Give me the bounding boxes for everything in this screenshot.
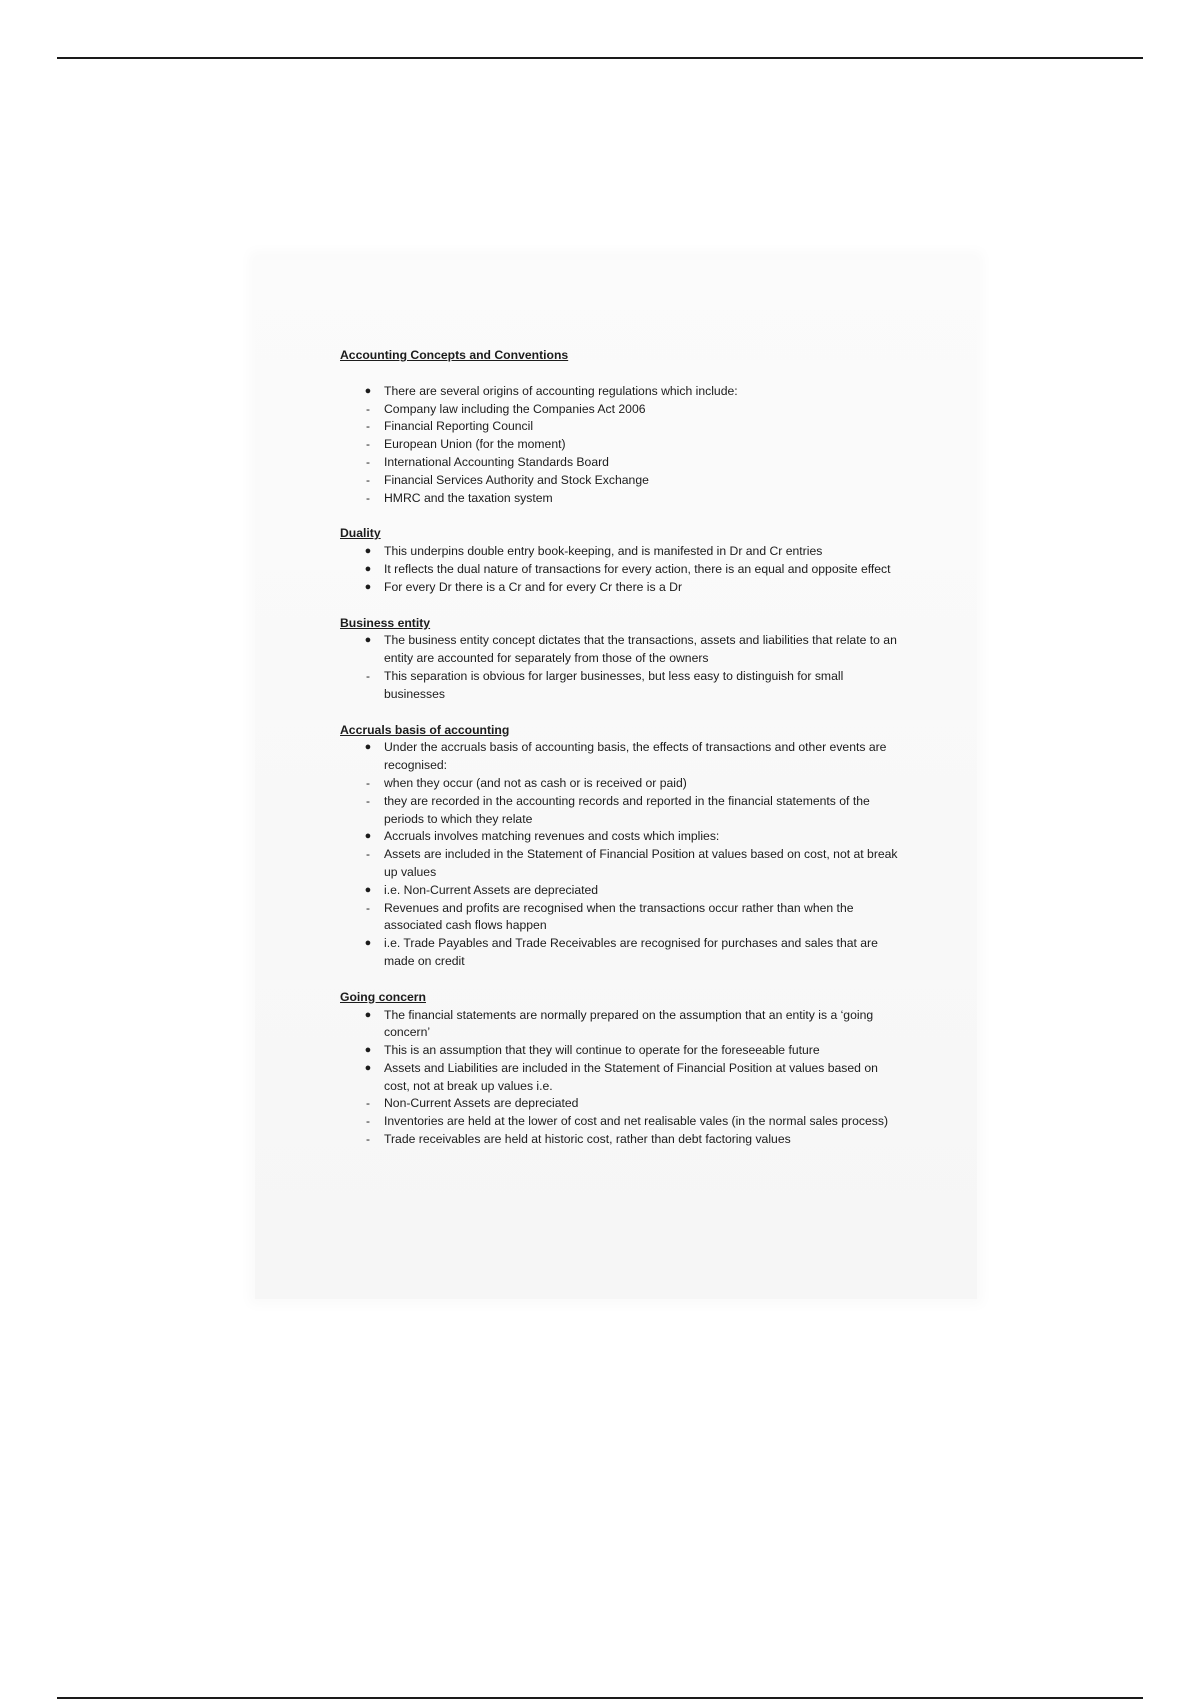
bullet-marker-icon: ● bbox=[364, 1008, 372, 1021]
item-text: Inventories are held at the lower of cost and net realisable vales (in the normal sales process) bbox=[384, 1114, 889, 1129]
sections-container bbox=[340, 525, 900, 1149]
item-text: they are recorded in the accounting records and reported in the financial statements of the periods to which they relate bbox=[384, 793, 870, 826]
bullet-item bbox=[340, 935, 900, 971]
dash-marker-icon: - bbox=[366, 900, 370, 915]
item-text: when they occur (and not as cash or is received or paid) bbox=[384, 775, 687, 790]
section bbox=[340, 615, 900, 704]
item-text: For every Dr there is a Cr and for every Cr there is a Dr bbox=[384, 579, 683, 594]
item-text: Revenues and profits are recognised when the transactions occur rather than when the associated cash flows happen bbox=[384, 900, 854, 933]
bullet-marker-icon: ● bbox=[364, 384, 372, 397]
document-title: Accounting Concepts and Conventions bbox=[340, 348, 569, 362]
section bbox=[340, 722, 900, 971]
bullet-item bbox=[340, 579, 900, 597]
section-heading: Accruals basis of accounting bbox=[340, 722, 510, 737]
section-heading: Going concern bbox=[340, 989, 426, 1004]
item-text: Financial Reporting Council bbox=[384, 419, 534, 434]
dash-item bbox=[340, 1131, 900, 1149]
bullet-marker-icon: ● bbox=[364, 937, 372, 950]
dash-item bbox=[340, 454, 900, 472]
bullet-item bbox=[340, 828, 900, 846]
dash-marker-icon: - bbox=[366, 668, 370, 683]
bullet-marker-icon: ● bbox=[364, 741, 372, 754]
item-text: HMRC and the taxation system bbox=[384, 490, 553, 505]
item-text: International Accounting Standards Board bbox=[384, 454, 609, 469]
bullet-item bbox=[340, 882, 900, 900]
item-text: The business entity concept dictates that the transactions, assets and liabilities that relate to an entity are accounted for separately from those of the owners bbox=[384, 633, 897, 666]
dash-marker-icon: - bbox=[366, 1114, 370, 1129]
document-body bbox=[340, 347, 900, 1149]
dash-item bbox=[340, 490, 900, 508]
dash-item bbox=[340, 793, 900, 829]
dash-item bbox=[340, 668, 900, 704]
dash-marker-icon: - bbox=[366, 419, 370, 434]
dash-item bbox=[340, 418, 900, 436]
section bbox=[340, 989, 900, 1149]
item-text: This underpins double entry book-keeping, and is manifested in Dr and Cr entries bbox=[384, 544, 823, 559]
bullet-marker-icon: ● bbox=[364, 562, 372, 575]
bullet-marker-icon: ● bbox=[364, 1044, 372, 1057]
dash-item bbox=[340, 846, 900, 882]
section-heading: Business entity bbox=[340, 615, 431, 630]
item-text: i.e. Trade Payables and Trade Receivables are recognised for purchases and sales that are made on credit bbox=[384, 936, 878, 968]
item-text: There are several origins of accounting regulations which include: bbox=[384, 383, 738, 398]
item-text: Trade receivables are held at historic cost, rather than debt factoring values bbox=[384, 1132, 791, 1147]
bullet-marker-icon: ● bbox=[364, 580, 372, 593]
item-text: The financial statements are normally prepared on the assumption that an entity is a ‘going concern’ bbox=[384, 1007, 874, 1040]
bottom-rule bbox=[57, 1697, 1143, 1699]
bullet-marker-icon: ● bbox=[364, 1061, 372, 1074]
dash-marker-icon: - bbox=[366, 454, 370, 469]
dash-marker-icon: - bbox=[366, 472, 370, 487]
top-rule bbox=[57, 57, 1143, 59]
bullet-item bbox=[340, 383, 900, 401]
dash-marker-icon: - bbox=[366, 490, 370, 505]
dash-marker-icon: - bbox=[366, 847, 370, 862]
dash-marker-icon: - bbox=[366, 775, 370, 790]
item-text: It reflects the dual nature of transactions for every action, there is an equal and opposite effect bbox=[384, 561, 891, 576]
dash-item bbox=[340, 472, 900, 490]
dash-item bbox=[340, 1095, 900, 1113]
bullet-item bbox=[340, 632, 900, 668]
dash-item bbox=[340, 900, 900, 936]
bullet-item bbox=[340, 739, 900, 775]
item-text: Assets and Liabilities are included in the Statement of Financial Position at values based on cost, not at break up values i.e. bbox=[384, 1060, 878, 1093]
dash-marker-icon: - bbox=[366, 437, 370, 452]
section bbox=[340, 525, 900, 596]
item-text: Company law including the Companies Act 2006 bbox=[384, 401, 646, 416]
dash-marker-icon: - bbox=[366, 1132, 370, 1147]
intro-list bbox=[340, 383, 900, 508]
bullet-item bbox=[340, 543, 900, 561]
bullet-item bbox=[340, 1042, 900, 1060]
bullet-marker-icon: ● bbox=[364, 634, 372, 647]
item-text: This is an assumption that they will continue to operate for the foreseeable future bbox=[384, 1043, 820, 1058]
dash-marker-icon: - bbox=[366, 793, 370, 808]
bullet-marker-icon: ● bbox=[364, 830, 372, 843]
item-text: Accruals involves matching revenues and costs which implies: bbox=[384, 829, 720, 844]
dash-item bbox=[340, 436, 900, 454]
item-text: This separation is obvious for larger businesses, but less easy to distinguish for small businesses bbox=[384, 668, 844, 701]
item-text: Financial Services Authority and Stock Exchange bbox=[384, 472, 649, 487]
dash-marker-icon: - bbox=[366, 1096, 370, 1111]
bullet-marker-icon: ● bbox=[364, 883, 372, 896]
dash-item bbox=[340, 775, 900, 793]
bullet-marker-icon: ● bbox=[364, 545, 372, 558]
bullet-item bbox=[340, 1007, 900, 1043]
dash-item bbox=[340, 1113, 900, 1131]
section-heading: Duality bbox=[340, 526, 381, 541]
bullet-item bbox=[340, 561, 900, 579]
item-text: Assets are included in the Statement of Financial Position at values based on cost, not at break up values bbox=[384, 847, 898, 879]
item-text: i.e. Non-Current Assets are depreciated bbox=[384, 882, 599, 897]
item-text: Under the accruals basis of accounting basis, the effects of transactions and other events are recognised: bbox=[384, 740, 887, 773]
bullet-item bbox=[340, 1060, 900, 1096]
dash-marker-icon: - bbox=[366, 401, 370, 416]
dash-item bbox=[340, 401, 900, 419]
item-text: Non-Current Assets are depreciated bbox=[384, 1096, 579, 1111]
item-text: European Union (for the moment) bbox=[384, 437, 566, 452]
